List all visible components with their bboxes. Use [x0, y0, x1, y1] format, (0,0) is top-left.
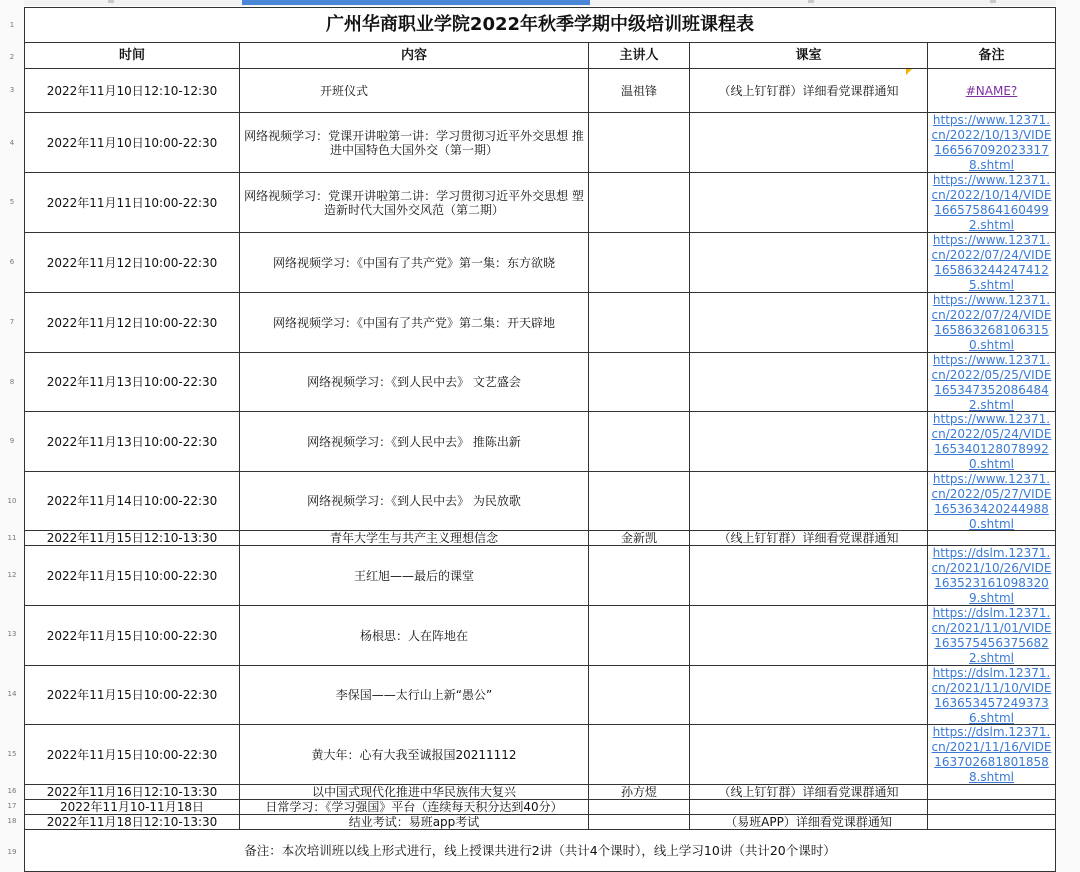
content-cell[interactable]: 黄大年：心有大我至诚报国20211112 — [240, 725, 589, 785]
content-cell[interactable]: 结业考试：易班app考试 — [240, 815, 589, 830]
time-cell[interactable]: 2022年11月15日12:10-13:30 — [24, 531, 240, 546]
notes-cell[interactable] — [928, 800, 1056, 815]
row-number[interactable]: 18 — [7, 817, 17, 825]
room-cell[interactable] — [690, 472, 928, 531]
row-number[interactable]: 19 — [7, 848, 17, 856]
speaker-cell[interactable] — [589, 412, 690, 472]
time-cell[interactable]: 2022年11月11日10:00-22:30 — [24, 173, 240, 233]
speaker-cell[interactable]: 孙方煜 — [589, 785, 690, 800]
notes-error-cell[interactable]: #NAME? — [928, 69, 1056, 113]
footer-note[interactable]: 备注：本次培训班以线上形式进行，线上授课共进行2讲（共计4个课时），线上学习10讲（共计20个课时） — [24, 830, 1056, 872]
room-cell[interactable] — [690, 173, 928, 233]
time-cell[interactable]: 2022年11月15日10:00-22:30 — [24, 606, 240, 666]
room-cell[interactable] — [690, 606, 928, 666]
header-notes[interactable]: 备注 — [928, 43, 1056, 69]
room-cell[interactable] — [690, 725, 928, 785]
page-title[interactable]: 广州华商职业学院2022年秋季学期中级培训班课程表 — [24, 7, 1056, 43]
room-cell[interactable]: （易班APP）详细看党课群通知 — [690, 815, 928, 830]
time-cell[interactable]: 2022年11月15日10:00-22:30 — [24, 666, 240, 725]
time-cell[interactable]: 2022年11月15日10:00-22:30 — [24, 546, 240, 606]
content-cell[interactable]: 王红旭——最后的课堂 — [240, 546, 589, 606]
row-number[interactable]: 5 — [9, 198, 15, 206]
notes-link[interactable]: https://dslm.12371.cn/2021/11/01/VIDE1635754563756822.shtml — [928, 606, 1056, 666]
room-cell[interactable] — [690, 113, 928, 173]
content-cell[interactable]: 网络视频学习：《到人民中去》 为民放歌 — [240, 472, 589, 531]
time-cell[interactable]: 2022年11月13日10:00-22:30 — [24, 412, 240, 472]
content-cell[interactable]: 以中国式现代化推进中华民族伟大复兴 — [240, 785, 589, 800]
speaker-cell[interactable] — [589, 546, 690, 606]
speaker-cell[interactable] — [589, 725, 690, 785]
notes-link[interactable]: https://www.12371.cn/2022/07/24/VIDE1658632681063150.shtml — [928, 293, 1056, 353]
notes-link[interactable]: https://dslm.12371.cn/2021/11/10/VIDE1636534572493736.shtml — [928, 666, 1056, 725]
row-number[interactable]: 7 — [9, 318, 15, 326]
row-number[interactable]: 17 — [7, 802, 17, 810]
row-number[interactable]: 15 — [7, 750, 17, 758]
row-number[interactable]: 2 — [9, 53, 15, 61]
row-number[interactable]: 12 — [7, 571, 17, 579]
notes-link[interactable]: https://www.12371.cn/2022/10/14/VIDE1665758641604992.shtml — [928, 173, 1056, 233]
header-content[interactable]: 内容 — [240, 43, 589, 69]
header-speaker[interactable]: 主讲人 — [589, 43, 690, 69]
content-cell[interactable]: 杨根思：人在阵地在 — [240, 606, 589, 666]
row-number[interactable]: 13 — [7, 630, 17, 638]
room-cell[interactable]: （线上钉钉群）详细看党课群通知 — [690, 69, 928, 113]
content-cell[interactable]: 日常学习：《学习强国》平台（连续每天积分达到40分） — [240, 800, 589, 815]
notes-link[interactable]: https://www.12371.cn/2022/05/25/VIDE1653473520864842.shtml — [928, 353, 1056, 412]
row-number[interactable]: 16 — [7, 787, 17, 795]
speaker-cell[interactable]: 金新凯 — [589, 531, 690, 546]
speaker-cell[interactable] — [589, 353, 690, 412]
speaker-cell[interactable] — [589, 815, 690, 830]
notes-link[interactable]: https://dslm.12371.cn/2021/10/26/VIDE1635231610983209.shtml — [928, 546, 1056, 606]
row-number-gutter — [0, 0, 24, 872]
speaker-cell[interactable] — [589, 233, 690, 293]
content-cell[interactable]: 网络视频学习：党课开讲啦第一讲：学习贯彻习近平外交思想 推进中国特色大国外交（第一期） — [240, 113, 589, 173]
time-cell[interactable]: 2022年11月12日10:00-22:30 — [24, 233, 240, 293]
row-number[interactable]: 8 — [9, 378, 15, 386]
content-cell[interactable]: 李保国——太行山上新“愚公” — [240, 666, 589, 725]
notes-link[interactable]: https://www.12371.cn/2022/05/27/VIDE1653634202449880.shtml — [928, 472, 1056, 531]
time-cell[interactable]: 2022年11月18日12:10-13:30 — [24, 815, 240, 830]
error-indicator-icon — [906, 69, 912, 75]
time-cell[interactable]: 2022年11月15日10:00-22:30 — [24, 725, 240, 785]
row-number[interactable]: 9 — [9, 437, 15, 445]
speaker-cell[interactable] — [589, 800, 690, 815]
room-cell[interactable]: （线上钉钉群）详细看党课群通知 — [690, 785, 928, 800]
room-cell[interactable] — [690, 353, 928, 412]
time-cell[interactable]: 2022年11月16日12:10-13:30 — [24, 785, 240, 800]
content-cell[interactable]: 网络视频学习：《中国有了共产党》第二集：开天辟地 — [240, 293, 589, 353]
room-cell[interactable] — [690, 412, 928, 472]
row-number[interactable]: 4 — [9, 139, 15, 147]
row-number[interactable]: 11 — [7, 534, 17, 542]
room-cell[interactable] — [690, 546, 928, 606]
notes-link[interactable]: https://www.12371.cn/2022/10/13/VIDE1665670920233178.shtml — [928, 113, 1056, 173]
room-cell[interactable] — [690, 800, 928, 815]
speaker-cell[interactable]: 温祖锋 — [589, 69, 690, 113]
speaker-cell[interactable] — [589, 666, 690, 725]
time-cell[interactable]: 2022年11月13日10:00-22:30 — [24, 353, 240, 412]
right-margin — [1056, 0, 1080, 872]
notes-cell[interactable] — [928, 815, 1056, 830]
speaker-cell[interactable] — [589, 606, 690, 666]
time-cell[interactable]: 2022年11月10日10:00-22:30 — [24, 113, 240, 173]
content-cell[interactable]: 网络视频学习：《中国有了共产党》第一集：东方欲晓 — [240, 233, 589, 293]
row-number[interactable]: 6 — [9, 258, 15, 266]
content-cell[interactable]: 网络视频学习：党课开讲啦第二讲：学习贯彻习近平外交思想 塑造新时代大国外交风范（第二期） — [240, 173, 589, 233]
time-cell[interactable]: 2022年11月10-11月18日 — [24, 800, 240, 815]
row-number[interactable]: 3 — [9, 86, 15, 94]
content-cell[interactable]: 网络视频学习：《到人民中去》 推陈出新 — [240, 412, 589, 472]
content-cell[interactable]: 青年大学生与共产主义理想信念 — [240, 531, 589, 546]
room-cell[interactable] — [690, 233, 928, 293]
notes-link[interactable]: https://www.12371.cn/2022/05/24/VIDE1653401280789920.shtml — [928, 412, 1056, 472]
notes-link[interactable]: https://www.12371.cn/2022/07/24/VIDE1658632442474125.shtml — [928, 233, 1056, 293]
time-cell[interactable]: 2022年11月14日10:00-22:30 — [24, 472, 240, 531]
speaker-cell[interactable] — [589, 472, 690, 531]
speaker-cell[interactable] — [589, 173, 690, 233]
time-cell[interactable]: 2022年11月12日10:00-22:30 — [24, 293, 240, 353]
content-cell[interactable]: 网络视频学习：《到人民中去》 文艺盛会 — [240, 353, 589, 412]
row-number[interactable]: 14 — [7, 690, 17, 698]
spreadsheet-grid — [24, 0, 1056, 872]
notes-cell[interactable] — [928, 785, 1056, 800]
speaker-cell[interactable] — [589, 293, 690, 353]
row-number[interactable]: 10 — [7, 497, 17, 505]
speaker-cell[interactable] — [589, 113, 690, 173]
room-cell[interactable]: （线上钉钉群）详细看党课群通知 — [690, 531, 928, 546]
row-number[interactable]: 1 — [9, 21, 15, 29]
content-cell[interactable]: 开班仪式 — [240, 69, 589, 113]
notes-link[interactable]: https://dslm.12371.cn/2021/11/16/VIDE1637026818018588.shtml — [928, 725, 1056, 785]
notes-cell[interactable] — [928, 531, 1056, 546]
header-room[interactable]: 课室 — [690, 43, 928, 69]
header-time[interactable]: 时间 — [24, 43, 240, 69]
room-cell[interactable] — [690, 293, 928, 353]
room-cell[interactable] — [690, 666, 928, 725]
time-cell[interactable]: 2022年11月10日12:10-12:30 — [24, 69, 240, 113]
